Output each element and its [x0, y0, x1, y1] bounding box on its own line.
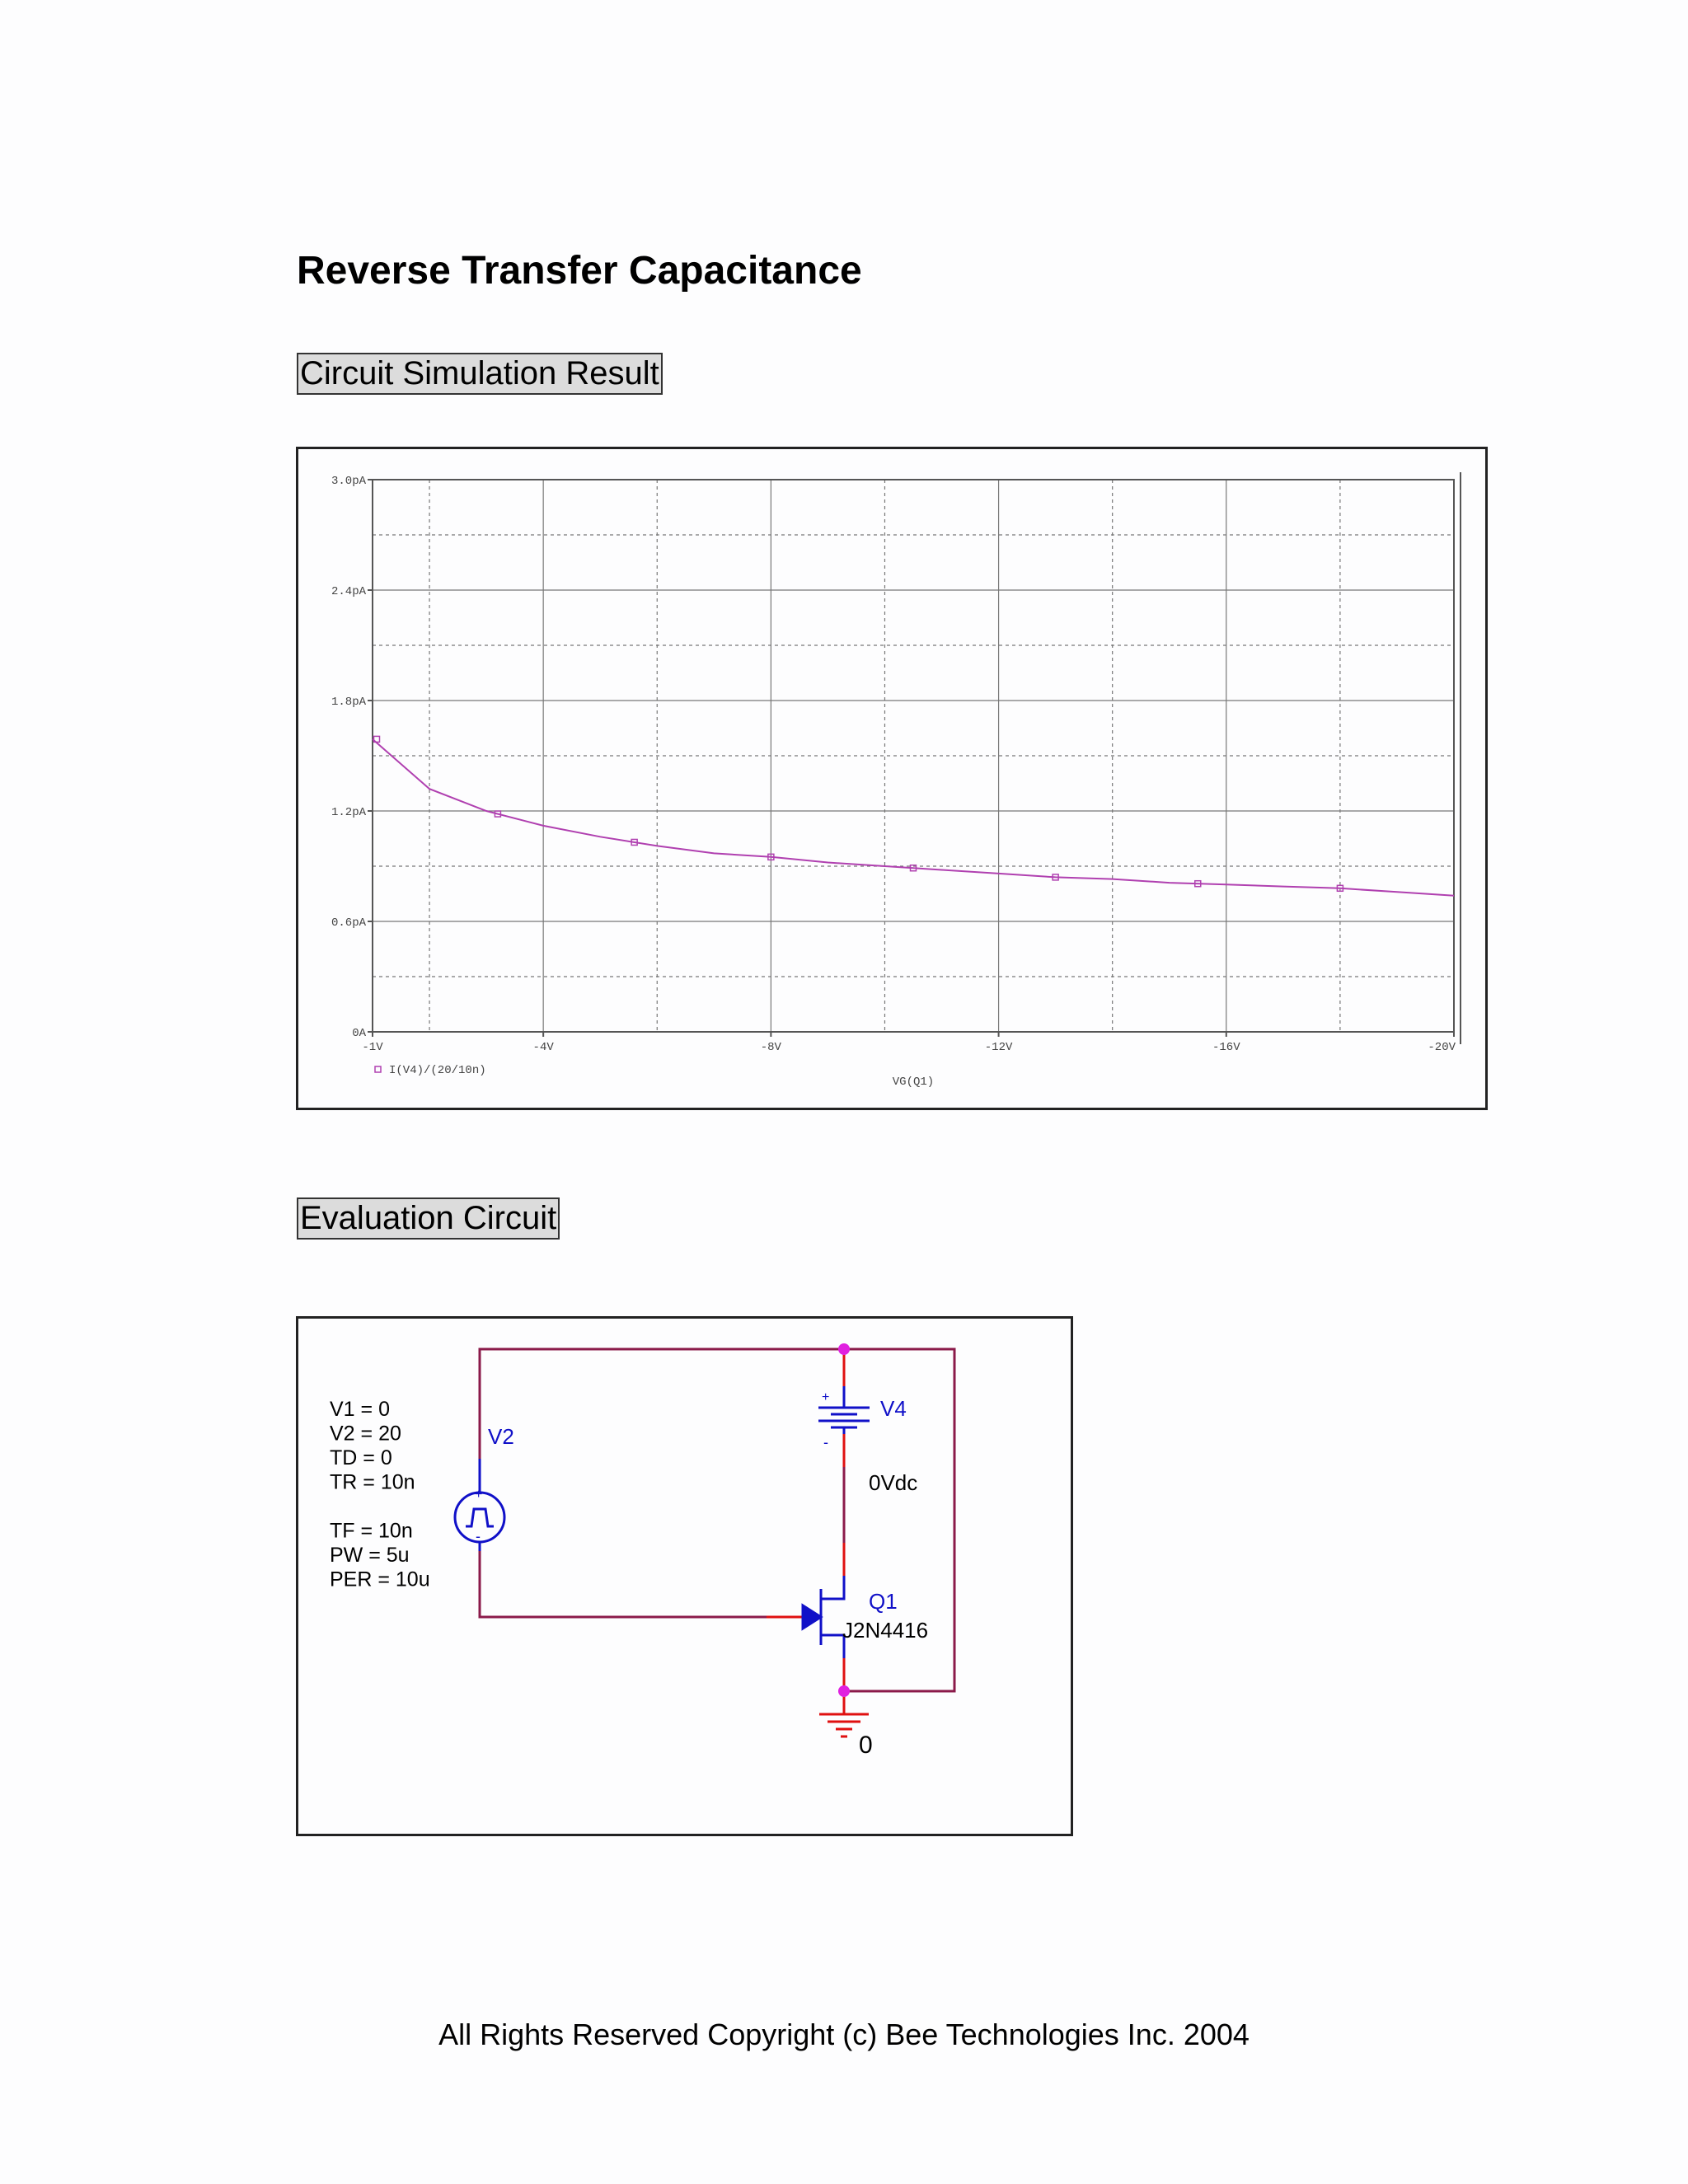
y-tick-label: 1.2pA: [331, 806, 366, 819]
q1-name: Q1: [869, 1589, 898, 1614]
x-tick-label: -1V: [362, 1041, 383, 1054]
v2-param-line: TF = 10n: [330, 1519, 413, 1543]
v2-param-line: TR = 10n: [330, 1470, 415, 1494]
q1-model: J2N4416: [842, 1618, 929, 1643]
jfet-icon: [803, 1576, 844, 1658]
section-label-circuit: Evaluation Circuit: [297, 1197, 560, 1240]
v2-param-line: TD = 0: [330, 1446, 392, 1469]
svg-text:+: +: [475, 1488, 483, 1502]
circuit-frame: [296, 1316, 1073, 1836]
chart-plot: [298, 449, 1485, 1108]
x-tick-label: -8V: [760, 1041, 781, 1054]
svg-text:+: +: [822, 1390, 830, 1404]
y-tick-label: 0.6pA: [331, 916, 366, 930]
junction-dot-top: [838, 1343, 850, 1355]
lead-stubs: [767, 1349, 844, 1714]
x-tick-label: -20V: [1428, 1041, 1456, 1054]
v2-name: V2: [488, 1424, 514, 1449]
page-title: Reverse Transfer Capacitance: [297, 249, 862, 293]
v2-param-line: PW = 5u: [330, 1544, 410, 1567]
svg-text:-: -: [476, 1528, 481, 1544]
copyright-footer: All Rights Reserved Copyright (c) Bee Technologies Inc. 2004: [438, 2018, 1250, 2051]
svg-text:-: -: [823, 1434, 828, 1451]
v2-param-line: V2 = 20: [330, 1422, 401, 1446]
legend-marker: [375, 1066, 381, 1072]
section-label-simulation: Circuit Simulation Result: [297, 353, 663, 395]
x-tick-label: -16V: [1212, 1041, 1240, 1054]
v4-name: V4: [880, 1396, 907, 1421]
y-tick-label: 2.4pA: [331, 585, 366, 598]
v2-param-line: V1 = 0: [330, 1398, 390, 1421]
v2-parameters: [330, 1398, 430, 1591]
junction-dot-bottom: [838, 1685, 850, 1697]
chart-frame: [296, 447, 1488, 1110]
y-tick-label: 1.8pA: [331, 696, 366, 709]
series-line: [373, 739, 1454, 896]
y-tick-label: 3.0pA: [331, 475, 366, 488]
circuit-schematic: [298, 1319, 1071, 1834]
pulse-source-icon: [455, 1459, 504, 1551]
ground-label: 0: [859, 1732, 873, 1759]
x-tick-label: -12V: [984, 1041, 1013, 1054]
legend-label: I(V4)/(20/10n): [389, 1064, 486, 1077]
v4-value: 0Vdc: [869, 1470, 918, 1495]
v2-param-line: PER = 10u: [330, 1568, 430, 1591]
x-axis-label: VG(Q1): [892, 1076, 935, 1089]
y-tick-label: 0A: [352, 1027, 366, 1040]
x-tick-label: -4V: [532, 1041, 554, 1054]
